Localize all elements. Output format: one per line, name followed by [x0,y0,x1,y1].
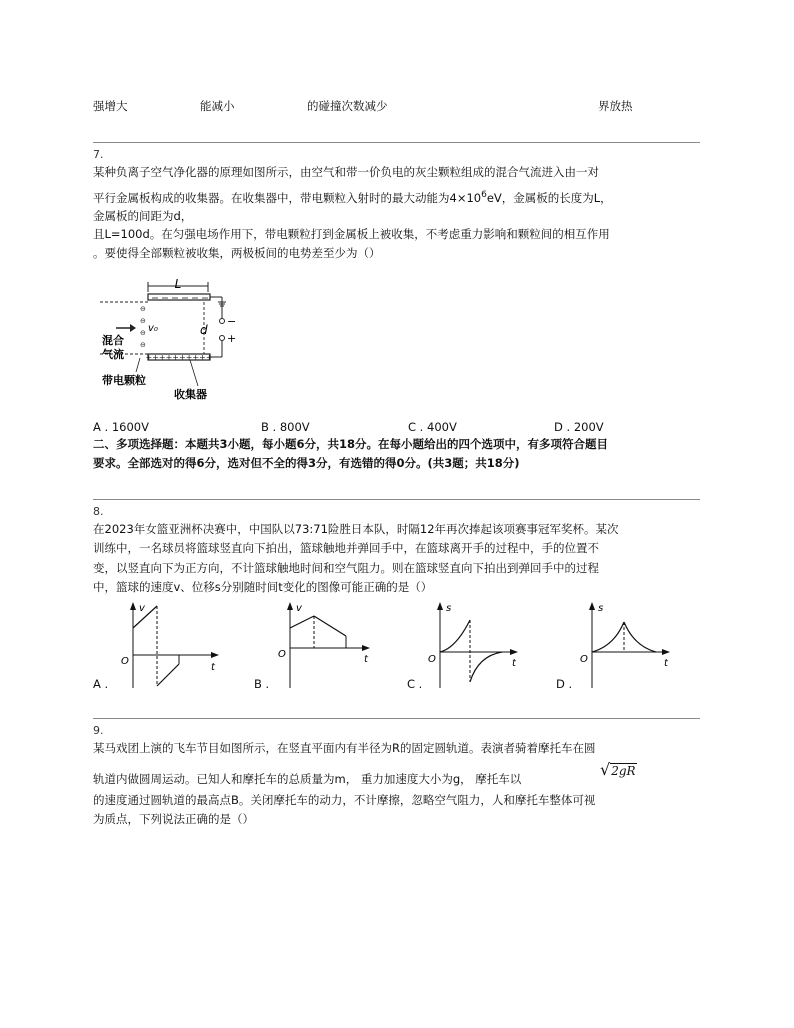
q9-text-line: 的速度通过圆轨道的最高点B。关闭摩托车的动力，不计摩擦，忽略空气阻力，人和摩托车整体可视 [93,793,596,807]
q7-text-line: 金属板的间距为d， [93,209,193,223]
fragment-4: 界放热 [598,99,633,113]
sqrt-expression: √2gR [600,760,636,779]
minus-terminal: − [227,315,237,328]
section-heading: 二、多项选择题：本题共3小题，每小题6分，共18分。在每小题给出的四个选项中，有多项符合题目 [93,437,609,451]
question-number: 8. [93,505,104,518]
question-number: 9. [93,724,104,737]
q9-text-line: 为质点，下列说法正确的是（） [93,812,254,826]
plus-terminal: + [227,332,237,345]
graph-a-option[interactable]: A . [93,677,109,691]
svg-text:⊖: ⊖ [140,341,146,349]
q7-text-line: 某种负离子空气净化器的原理如图所示，由空气和带一价负电的灰尘颗粒组成的混合气流进入由一对 [93,165,599,179]
svg-text:⊖: ⊖ [140,329,146,337]
graph-b [272,600,382,692]
svg-text:s: s [598,603,604,614]
label-v0: v₀ [148,323,158,334]
svg-text:O: O [580,654,588,665]
option-b[interactable]: B . 800V [261,420,310,434]
label-mix: 混合 [102,334,124,347]
q7-text-line: 。要使得全部颗粒被收集，两极板间的电势差至少为（） [93,246,381,260]
q7-text-line: 平行金属板构成的收集器。在收集器中，带电颗粒入射时的最大动能为$4\times 10^6eV$，金属板的长度为L， [93,190,612,205]
graph-c-option[interactable]: C . [407,677,423,691]
svg-text:⊖: ⊖ [140,317,146,325]
question-number: 7. [93,148,104,161]
svg-text:t: t [364,654,368,665]
collector-figure [100,278,250,400]
divider [93,718,700,719]
option-c[interactable]: C . 400V [408,420,457,434]
svg-text:t: t [211,662,215,673]
label-particle: 带电颗粒 [102,374,146,387]
option-d[interactable]: D . 200V [554,420,604,434]
q8-text-line: 训练中，一名球员将篮球竖直向下拍出，篮球触地并弹回手中，在篮球离开手的过程中，手的位置不 [93,541,599,555]
section-heading: 要求。全部选对的得6分，选对但不全的得3分，有选错的得0分。(共3题；共18分) [93,456,520,470]
divider [93,499,700,500]
graph-a [115,600,225,692]
q8-text-line: 中，篮球的速度v、位移s分别随时间t变化的图像可能正确的是（） [93,580,433,594]
label-collector: 收集器 [174,388,207,400]
svg-text:⊖: ⊖ [140,305,146,313]
graph-d-option[interactable]: D . [556,677,573,691]
q9-text-line: 某马戏团上演的飞车节目如图所示，在竖直平面内有半径为R的固定圆轨道。表演者骑着摩托车在圆 [93,741,596,755]
q7-text-line: 且L=100d。在匀强电场作用下，带电颗粒打到金属板上被收集，不考虑重力影响和颗粒间的相互作用 [93,227,610,241]
option-a[interactable]: A . 1600V [93,420,149,434]
svg-text:O: O [428,654,436,665]
label-d: d [200,323,208,337]
fragment-3: 的碰撞次数减少 [307,99,388,113]
graph-d [574,600,684,692]
q8-text-line: 在2023年女篮亚洲杯决赛中，中国队以73:71险胜日本队，时隔12年再次捧起该项赛事冠军奖杯。某次 [93,522,619,536]
top-plate [148,294,210,300]
fragment-1: 强增大 [93,99,128,113]
graph-b-option[interactable]: B . [254,677,270,691]
svg-text:t: t [664,658,668,669]
fragment-2: 能减小 [200,99,235,113]
label-mix: 气流 [102,348,124,361]
divider [93,142,700,143]
q9-text-line: 轨道内做圆周运动。已知人和摩托车的总质量为m， 重力加速度大小为g， 摩托车以 [93,772,522,786]
q8-text-line: 变，以竖直向下为正方向，不计篮球触地时间和空气阻力。则在篮球竖直向下拍出到弹回手中的过程 [93,561,599,575]
svg-text:t: t [512,658,516,669]
svg-text:++++++++++: ++++++++++ [145,353,213,362]
svg-text:O: O [121,656,129,667]
svg-text:O: O [278,649,286,660]
svg-text:s: s [446,603,452,614]
svg-text:v: v [296,603,302,614]
graph-c [422,600,532,692]
svg-text:v: v [139,603,145,614]
label-L: L [174,278,182,291]
